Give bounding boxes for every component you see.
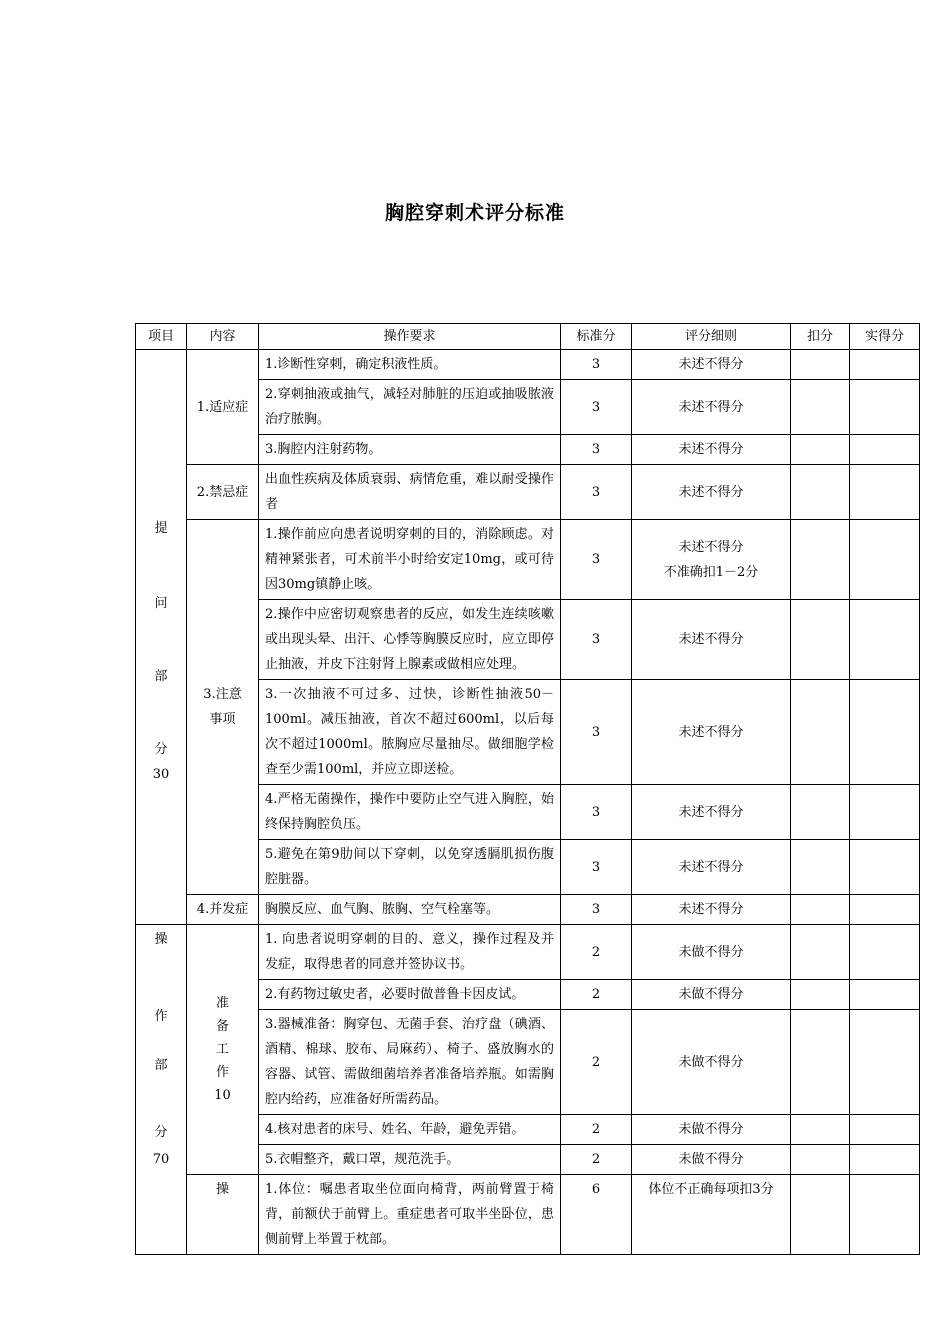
deduction-cell[interactable]	[791, 895, 850, 925]
score-cell: 3	[561, 435, 632, 465]
deduction-cell[interactable]	[791, 380, 850, 435]
score-cell: 3	[561, 680, 632, 785]
rule-cell: 未做不得分	[632, 980, 791, 1010]
actual-score-cell[interactable]	[850, 840, 920, 895]
requirement-cell: 1.诊断性穿刺，确定积液性质。	[259, 350, 561, 380]
group-indications: 1.适应症	[187, 350, 259, 465]
rule-cell: 未做不得分	[632, 1010, 791, 1115]
table-row	[136, 895, 920, 925]
score-cell: 3	[561, 520, 632, 600]
deduction-cell[interactable]	[791, 980, 850, 1010]
requirement-cell: 1.操作前应向患者说明穿刺的目的，消除顾虑。对精神紧张者，可术前半小时给安定10mg，或可待因30mg镇静止咳。	[259, 520, 561, 600]
actual-score-cell[interactable]	[850, 1145, 920, 1175]
actual-score-cell[interactable]	[850, 925, 920, 980]
rule-cell: 未做不得分	[632, 1145, 791, 1175]
deduction-cell[interactable]	[791, 1175, 850, 1255]
table-row	[136, 925, 920, 980]
deduction-cell[interactable]	[791, 1145, 850, 1175]
actual-score-cell[interactable]	[850, 785, 920, 840]
score-cell: 6	[561, 1175, 632, 1255]
deduction-cell[interactable]	[791, 785, 850, 840]
header-content: 内容	[187, 324, 259, 350]
score-cell: 2	[561, 980, 632, 1010]
deduction-cell[interactable]	[791, 1010, 850, 1115]
section-label-operation: 操 作 部 分 70	[136, 925, 187, 1255]
group-contraindications: 2.禁忌症	[187, 465, 259, 520]
deduction-cell[interactable]	[791, 840, 850, 895]
header-requirement: 操作要求	[259, 324, 561, 350]
requirement-cell: 2.操作中应密切观察患者的反应，如发生连续咳嗽或出现头晕、出汗、心悸等胸膜反应时，应立即停止抽液，并皮下注射肾上腺素或做相应处理。	[259, 600, 561, 680]
requirement-cell: 3.器械准备：胸穿包、无菌手套、治疗盘（碘酒、酒精、棉球、胶布、局麻药）、椅子、盛放胸水的容器、试管、需做细菌培养者准备培养瓶。如需胸腔内给药，应准备好所需药品。	[259, 1010, 561, 1115]
deduction-cell[interactable]	[791, 435, 850, 465]
scoring-table	[135, 323, 920, 1255]
rule-cell: 未述不得分	[632, 680, 791, 785]
group-precautions: 3.注意事项	[187, 520, 259, 895]
score-cell: 3	[561, 600, 632, 680]
requirement-cell: 1.体位：嘱患者取坐位面向椅背，两前臂置于椅背，前额伏于前臂上。重症患者可取半坐卧位，患侧前臂上举置于枕部。	[259, 1175, 561, 1255]
actual-score-cell[interactable]	[850, 520, 920, 600]
score-cell: 3	[561, 840, 632, 895]
score-cell: 2	[561, 1010, 632, 1115]
actual-score-cell[interactable]	[850, 465, 920, 520]
deduction-cell[interactable]	[791, 600, 850, 680]
requirement-cell: 3.一次抽液不可过多、过快，诊断性抽液50－100ml。减压抽液，首次不超过600ml，以后每次不超过1000ml。脓胸应尽量抽尽。做细胞学检查至少需100ml，并应立即送检。	[259, 680, 561, 785]
deduction-cell[interactable]	[791, 680, 850, 785]
rule-cell: 未述不得分	[632, 785, 791, 840]
requirement-cell: 出血性疾病及体质衰弱、病情危重，难以耐受操作者	[259, 465, 561, 520]
rule-cell: 未述不得分	[632, 350, 791, 380]
group-preparation: 准 备 工 作 10	[187, 925, 259, 1175]
actual-score-cell[interactable]	[850, 1115, 920, 1145]
section-label-questioning: 提 问 部 分 30	[136, 350, 187, 925]
header-deduction: 扣分	[791, 324, 850, 350]
rule-cell: 未做不得分	[632, 1115, 791, 1145]
actual-score-cell[interactable]	[850, 1175, 920, 1255]
rule-cell: 未述不得分	[632, 435, 791, 465]
rule-cell: 未述不得分	[632, 380, 791, 435]
requirement-cell: 2.有药物过敏史者，必要时做普鲁卡因皮试。	[259, 980, 561, 1010]
header-actual-score: 实得分	[850, 324, 920, 350]
rule-cell: 体位不正确每项扣3分	[632, 1175, 791, 1255]
group-operation: 操	[187, 1175, 259, 1255]
actual-score-cell[interactable]	[850, 895, 920, 925]
score-cell: 3	[561, 350, 632, 380]
actual-score-cell[interactable]	[850, 600, 920, 680]
rule-cell: 未述不得分	[632, 465, 791, 520]
actual-score-cell[interactable]	[850, 1010, 920, 1115]
requirement-cell: 4.严格无菌操作，操作中要防止空气进入胸腔，始终保持胸腔负压。	[259, 785, 561, 840]
table-row	[136, 465, 920, 520]
score-cell: 3	[561, 380, 632, 435]
actual-score-cell[interactable]	[850, 980, 920, 1010]
score-cell: 3	[561, 895, 632, 925]
score-cell: 2	[561, 1115, 632, 1145]
header-scoring-rule: 评分细则	[632, 324, 791, 350]
score-cell: 3	[561, 465, 632, 520]
actual-score-cell[interactable]	[850, 435, 920, 465]
requirement-cell: 2.穿刺抽液或抽气，减轻对肺脏的压迫或抽吸脓液治疗脓胸。	[259, 380, 561, 435]
requirement-cell: 胸膜反应、血气胸、脓胸、空气栓塞等。	[259, 895, 561, 925]
page-title: 胸腔穿刺术评分标准	[384, 202, 565, 224]
score-cell: 2	[561, 1145, 632, 1175]
table-header-row	[136, 324, 920, 350]
requirement-cell: 5.衣帽整齐，戴口罩，规范洗手。	[259, 1145, 561, 1175]
deduction-cell[interactable]	[791, 350, 850, 380]
rule-cell: 未述不得分	[632, 840, 791, 895]
group-complications: 4.并发症	[187, 895, 259, 925]
deduction-cell[interactable]	[791, 520, 850, 600]
actual-score-cell[interactable]	[850, 380, 920, 435]
deduction-cell[interactable]	[791, 465, 850, 520]
rule-cell: 未述不得分 不准确扣1－2分	[632, 520, 791, 600]
requirement-cell: 3.胸腔内注射药物。	[259, 435, 561, 465]
deduction-cell[interactable]	[791, 925, 850, 980]
actual-score-cell[interactable]	[850, 350, 920, 380]
table-row	[136, 1175, 920, 1255]
rule-cell: 未述不得分	[632, 895, 791, 925]
score-cell: 3	[561, 785, 632, 840]
requirement-cell: 5.避免在第9肋间以下穿刺，以免穿透膈肌损伤腹腔脏器。	[259, 840, 561, 895]
deduction-cell[interactable]	[791, 1115, 850, 1145]
actual-score-cell[interactable]	[850, 680, 920, 785]
requirement-cell: 1. 向患者说明穿刺的目的、意义，操作过程及并发症，取得患者的同意并签协议书。	[259, 925, 561, 980]
score-cell: 2	[561, 925, 632, 980]
header-standard-score: 标准分	[561, 324, 632, 350]
requirement-cell: 4.核对患者的床号、姓名、年龄，避免弄错。	[259, 1115, 561, 1145]
rule-cell: 未做不得分	[632, 925, 791, 980]
table-row	[136, 350, 920, 380]
header-item: 项目	[136, 324, 187, 350]
table-row	[136, 520, 920, 600]
rule-cell: 未述不得分	[632, 600, 791, 680]
